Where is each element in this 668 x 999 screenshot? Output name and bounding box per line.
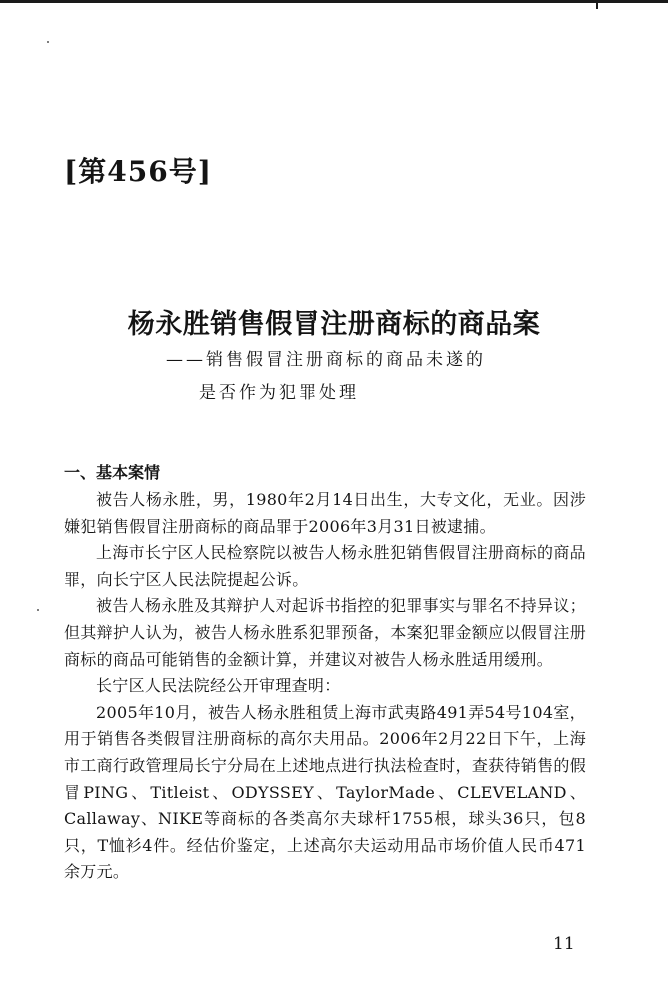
- case-subtitle-line-2: 是否作为犯罪处理: [199, 383, 359, 403]
- top-border-rule: [0, 0, 668, 3]
- section-heading: 一、基本案情: [64, 463, 161, 482]
- body-text: [64, 487, 586, 886]
- paragraph-court-findings-intro: 长宁区人民法院经公开审理查明：: [96, 676, 341, 696]
- case-number: [第456号]: [64, 155, 212, 188]
- scan-speck: [47, 41, 49, 43]
- scan-speck: [37, 609, 39, 611]
- paragraph-defense: 被告人杨永胜及其辩护人对起诉书指控的犯罪事实与罪名不持异议；但其辩护人认为，被告人杨永胜系犯罪预备，本案犯罪金额应以假冒注册商标的商品可能销售的金额计算，并建议对被告人杨永胜适用缓刑。: [64, 596, 586, 669]
- paragraph-defendant-info: 被告人杨永胜，男，1980年2月14日出生，大专文化，无业。因涉嫌犯销售假冒注册商标的商品罪于2006年3月31日被逮捕。: [64, 490, 586, 536]
- paragraph-prosecution: 上海市长宁区人民检察院以被告人杨永胜犯销售假冒注册商标的商品罪，向长宁区人民法院提起公诉。: [64, 543, 586, 589]
- case-subtitle-line-1: ——销售假冒注册商标的商品未遂的: [166, 350, 486, 370]
- top-border-tick: [596, 0, 598, 9]
- paragraph-facts: 2005年10月，被告人杨永胜租赁上海市武夷路491弄54号104室，用于销售各类假冒注册商标的高尔夫用品。2006年2月22日下午，上海市工商行政管理局长宁分局在上述地点进行执法检查时，查获待销售的假冒PING、Titleist、ODYSSEY、TaylorMade、CLEVELAND、Callaway、NIKE等商标的各类高尔夫球杆1755根，球头36只，包8只，T恤衫4件。经估价鉴定，上述高尔夫运动用品市场价值人民币471余万元。: [64, 702, 586, 882]
- page-number: 11: [553, 934, 575, 954]
- case-title: 杨永胜销售假冒注册商标的商品案: [127, 309, 541, 340]
